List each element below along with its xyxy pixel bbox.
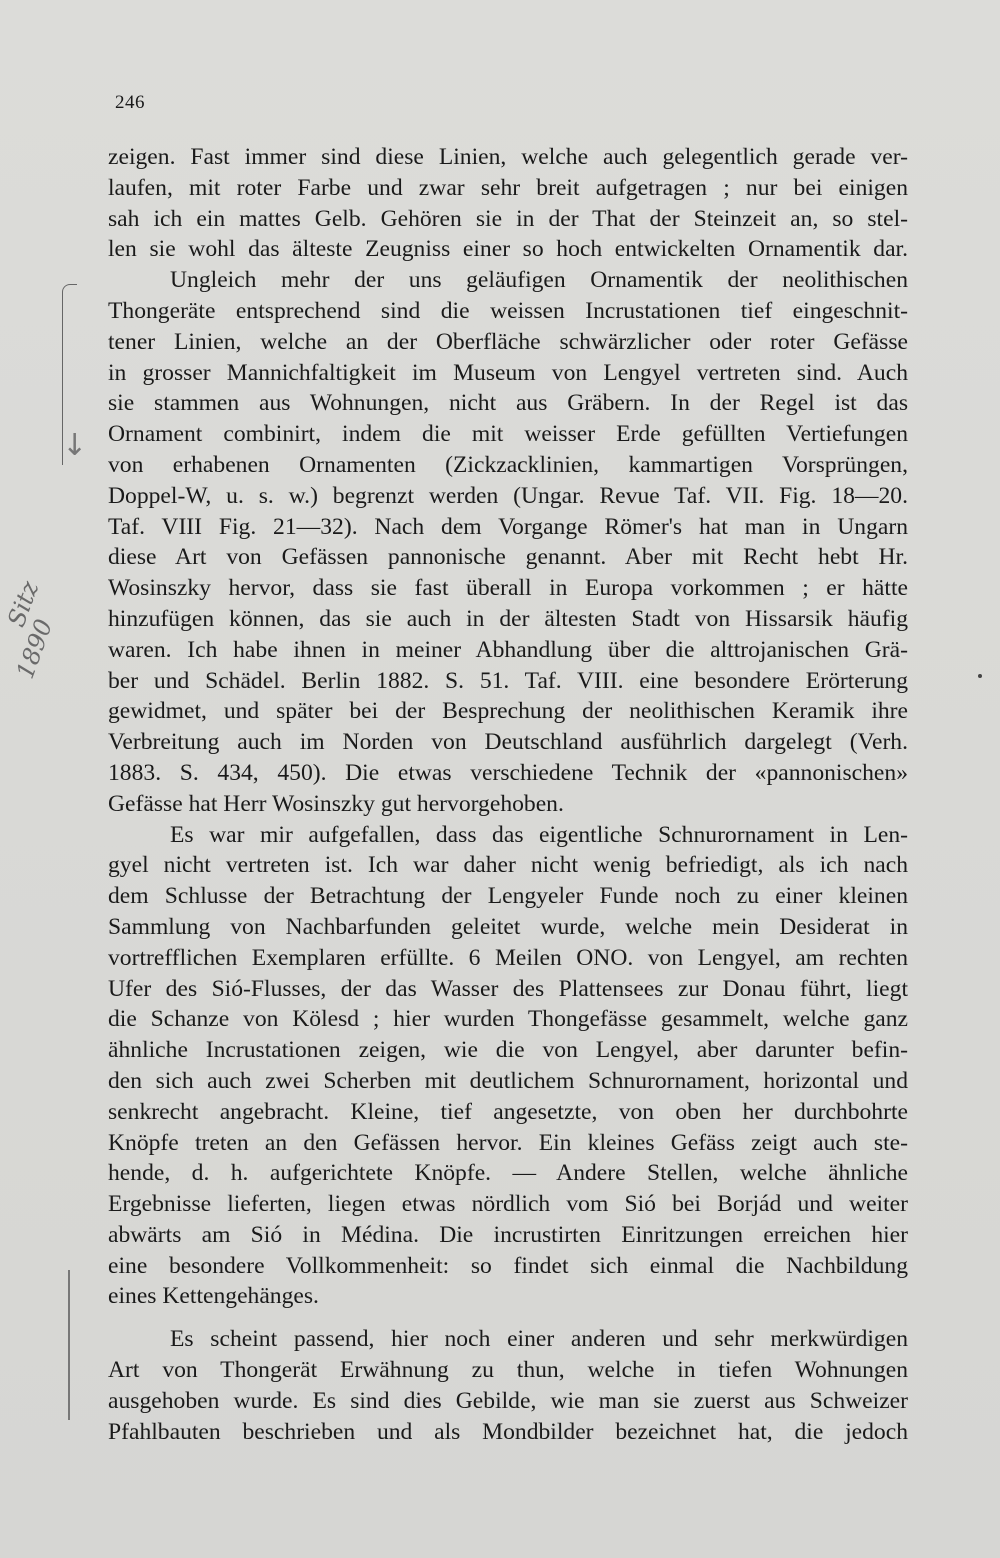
page-number: 246 xyxy=(115,92,145,113)
text-line: tener Linien, welche an der Oberfläche schwärzlicher oder roter Gefässe xyxy=(108,328,908,355)
text-line: Doppel-W, u. s. w.) begrenzt werden (Ungar. Revue Taf. VII. Fig. 18—20. xyxy=(108,482,908,509)
text-line: dem Schlusse der Betrachtung der Lengyeler Funde noch zu einer kleinen xyxy=(108,883,908,910)
text-line: vortrefflichen Exemplaren erfüllte. 6 Meilen ONO. von Lengyel, am rechten xyxy=(108,944,908,971)
text-line: eines Kettengehänges. xyxy=(108,1283,319,1310)
text-line: waren. Ich habe ihnen in meiner Abhandlung über die alttrojanischen Grä- xyxy=(108,636,908,663)
text-line: Sammlung von Nachbarfunden geleitet wurde, welche mein Desiderat in xyxy=(108,913,908,940)
text-line: diese Art von Gefässen pannonische genannt. Aber mit Recht hebt Hr. xyxy=(108,544,908,571)
text-line: Ufer des Sió-Flusses, der das Wasser des Plattensees zur Donau führt, liegt xyxy=(108,975,908,1002)
text-line: hende, d. h. aufgerichtete Knöpfe. — Andere Stellen, welche ähnliche xyxy=(108,1160,908,1187)
margin-line xyxy=(68,1270,70,1420)
text-line: in grosser Mannichfaltigkeit im Museum von Lengyel vertreten sind. Auch xyxy=(108,359,908,386)
text-line: 1883. S. 434, 450). Die etwas verschiedene Technik der «pannonischen» xyxy=(108,759,908,786)
margin-note-sitz: Sitz xyxy=(2,577,45,631)
text-line: gyel nicht vertreten ist. Ich war daher nicht wenig befriedigt, als ich nach xyxy=(108,852,908,879)
text-line: von erhabenen Ornamenten (Zickzacklinien, kammartigen Vorsprüngen, xyxy=(108,451,908,478)
text-line: senkrecht angebracht. Kleine, tief angesetzte, von oben her durchbohrte xyxy=(108,1098,908,1125)
text-line: abwärts am Sió in Médina. Die incrustirten Einritzungen erreichen hier xyxy=(108,1221,908,1248)
text-line: zeigen. Fast immer sind diese Linien, welche auch gelegentlich gerade ver- xyxy=(108,144,908,170)
text-line: gewidmet, und später bei der Besprechung der neolithischen Keramik ihre xyxy=(108,698,908,725)
text-line: ähnliche Incrustationen zeigen, wie die von Lengyel, aber darunter befin- xyxy=(108,1037,908,1064)
text-line: Es war mir aufgefallen, dass das eigentliche Schnurornament in Len- xyxy=(170,821,908,848)
text-line: Verbreitung auch im Norden von Deutschland ausführlich dargelegt (Verh. xyxy=(108,729,908,756)
margin-annotations xyxy=(0,260,100,1460)
text-line: die Schanze von Kölesd ; hier wurden Thongefässe gesammelt, welche ganz xyxy=(108,1006,908,1033)
body-text xyxy=(108,142,908,1447)
text-line: Wosinszky hervor, dass sie fast überall in Europa vorkommen ; er hätte xyxy=(108,575,908,602)
text-line: ausgehoben wurde. Es sind dies Gebilde, wie man sie zuerst aus Schweizer xyxy=(108,1387,908,1414)
text-line: hinzufügen können, das sie auch in der ältesten Stadt von Hissarsik häufig xyxy=(108,605,908,632)
text-line: Es scheint passend, hier noch einer anderen und sehr merkwürdigen xyxy=(170,1326,908,1353)
arrow-down-icon: ↓ xyxy=(62,428,88,463)
text-line: Ungleich mehr der uns geläufigen Ornamentik der neolithischen xyxy=(170,267,908,294)
text-line: Ornament combinirt, indem die mit weisser Erde gefüllten Vertiefungen xyxy=(108,421,908,448)
margin-note-year: 1890 xyxy=(10,615,59,683)
text-line: den sich auch zwei Scherben mit deutlichem Schnurornament, horizontal und xyxy=(108,1067,908,1094)
text-line: Taf. VIII Fig. 21—32). Nach dem Vorgange Römer's hat man in Ungarn xyxy=(108,513,908,540)
text-line: eine besondere Vollkommenheit: so findet sich einmal die Nachbildung xyxy=(108,1252,908,1279)
text-line: Gefässe hat Herr Wosinszky gut hervorgehoben. xyxy=(108,790,564,817)
text-line: ber und Schädel. Berlin 1882. S. 51. Taf. VIII. eine besondere Erörterung xyxy=(108,667,908,694)
text-line: Thongeräte entsprechend sind die weissen Incrustationen tief eingeschnit- xyxy=(108,297,908,324)
text-line: sie stammen aus Wohnungen, nicht aus Gräbern. In der Regel ist das xyxy=(108,390,908,417)
margin-dot xyxy=(978,674,982,678)
text-line: len sie wohl das älteste Zeugniss einer so hoch entwickelten Ornamentik dar. xyxy=(108,236,908,263)
text-line: Art von Thongerät Erwähnung zu thun, welche in tiefen Wohnungen xyxy=(108,1357,908,1384)
text-line: Pfahlbauten beschrieben und als Mondbilder bezeichnet hat, die jedoch xyxy=(108,1418,908,1445)
text-line: laufen, mit roter Farbe und zwar sehr breit aufgetragen ; nur bei einigen xyxy=(108,174,908,201)
text-line: Ergebnisse lieferten, liegen etwas nördlich vom Sió bei Borjád und weiter xyxy=(108,1191,908,1218)
text-line: Knöpfe treten an den Gefässen hervor. Ein kleines Gefäss zeigt auch ste- xyxy=(108,1129,908,1156)
text-line: sah ich ein mattes Gelb. Gehören sie in der That der Steinzeit an, so stel- xyxy=(108,205,908,232)
